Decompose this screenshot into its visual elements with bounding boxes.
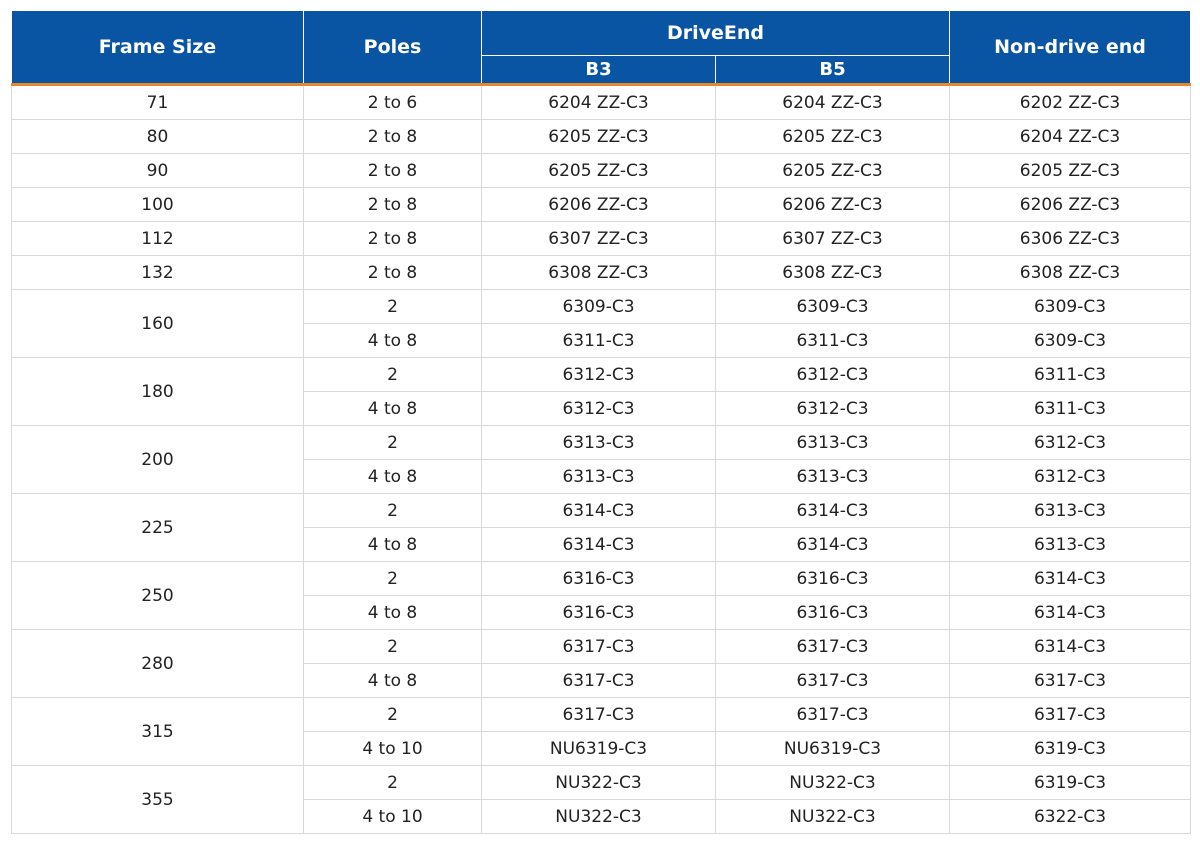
table-row xyxy=(12,222,1191,256)
cell-non-drive-end: 6311-C3 xyxy=(950,392,1191,426)
cell-poles: 2 xyxy=(304,562,482,596)
cell-poles: 2 xyxy=(304,630,482,664)
cell-b5: 6307 ZZ-C3 xyxy=(716,222,950,256)
cell-b3: 6314-C3 xyxy=(482,528,716,562)
cell-b5: 6317-C3 xyxy=(716,698,950,732)
cell-non-drive-end: 6322-C3 xyxy=(950,800,1191,834)
cell-b3: 6312-C3 xyxy=(482,392,716,426)
cell-frame-size: 100 xyxy=(12,188,304,222)
cell-frame-size: 315 xyxy=(12,698,304,766)
cell-b5: 6313-C3 xyxy=(716,460,950,494)
cell-b3: 6312-C3 xyxy=(482,358,716,392)
table-body xyxy=(12,85,1191,834)
cell-b3: 6317-C3 xyxy=(482,664,716,698)
cell-b3: 6205 ZZ-C3 xyxy=(482,120,716,154)
cell-b5: 6317-C3 xyxy=(716,664,950,698)
cell-b5: 6314-C3 xyxy=(716,528,950,562)
cell-b5: 6204 ZZ-C3 xyxy=(716,85,950,120)
cell-poles: 4 to 8 xyxy=(304,460,482,494)
cell-b3: 6204 ZZ-C3 xyxy=(482,85,716,120)
cell-poles: 4 to 10 xyxy=(304,732,482,766)
cell-b3: 6316-C3 xyxy=(482,596,716,630)
cell-frame-size: 180 xyxy=(12,358,304,426)
cell-b3: 6317-C3 xyxy=(482,698,716,732)
cell-poles: 4 to 8 xyxy=(304,528,482,562)
cell-b3: 6307 ZZ-C3 xyxy=(482,222,716,256)
cell-b5: 6314-C3 xyxy=(716,494,950,528)
cell-non-drive-end: 6204 ZZ-C3 xyxy=(950,120,1191,154)
cell-b5: 6311-C3 xyxy=(716,324,950,358)
table-row xyxy=(12,494,1191,528)
table-row xyxy=(12,256,1191,290)
cell-b5: 6316-C3 xyxy=(716,562,950,596)
cell-frame-size: 280 xyxy=(12,630,304,698)
table-row xyxy=(12,766,1191,800)
cell-non-drive-end: 6313-C3 xyxy=(950,528,1191,562)
cell-b5: 6317-C3 xyxy=(716,630,950,664)
table-row xyxy=(12,562,1191,596)
cell-non-drive-end: 6311-C3 xyxy=(950,358,1191,392)
cell-frame-size: 160 xyxy=(12,290,304,358)
cell-b3: 6313-C3 xyxy=(482,460,716,494)
cell-non-drive-end: 6314-C3 xyxy=(950,562,1191,596)
cell-b5: 6308 ZZ-C3 xyxy=(716,256,950,290)
cell-non-drive-end: 6317-C3 xyxy=(950,698,1191,732)
cell-non-drive-end: 6313-C3 xyxy=(950,494,1191,528)
cell-b3: 6309-C3 xyxy=(482,290,716,324)
cell-b5: NU322-C3 xyxy=(716,800,950,834)
table-row xyxy=(12,154,1191,188)
cell-non-drive-end: 6309-C3 xyxy=(950,324,1191,358)
cell-b5: 6206 ZZ-C3 xyxy=(716,188,950,222)
cell-frame-size: 112 xyxy=(12,222,304,256)
cell-poles: 2 xyxy=(304,494,482,528)
bearing-table-container xyxy=(11,10,1190,834)
cell-frame-size: 200 xyxy=(12,426,304,494)
cell-b5: 6312-C3 xyxy=(716,392,950,426)
cell-non-drive-end: 6317-C3 xyxy=(950,664,1191,698)
cell-poles: 2 xyxy=(304,766,482,800)
cell-poles: 2 xyxy=(304,698,482,732)
cell-b3: 6316-C3 xyxy=(482,562,716,596)
cell-b5: 6316-C3 xyxy=(716,596,950,630)
cell-poles: 2 to 8 xyxy=(304,222,482,256)
cell-non-drive-end: 6312-C3 xyxy=(950,460,1191,494)
table-row xyxy=(12,188,1191,222)
table-row xyxy=(12,426,1191,460)
cell-non-drive-end: 6309-C3 xyxy=(950,290,1191,324)
header-non-drive-end: Non-drive end xyxy=(950,11,1191,85)
bearing-table xyxy=(11,10,1191,834)
cell-b3: 6314-C3 xyxy=(482,494,716,528)
cell-b3: 6313-C3 xyxy=(482,426,716,460)
cell-b3: NU6319-C3 xyxy=(482,732,716,766)
table-row xyxy=(12,85,1191,120)
cell-b3: 6205 ZZ-C3 xyxy=(482,154,716,188)
cell-non-drive-end: 6314-C3 xyxy=(950,630,1191,664)
table-row xyxy=(12,358,1191,392)
cell-poles: 4 to 8 xyxy=(304,392,482,426)
cell-poles: 4 to 8 xyxy=(304,596,482,630)
cell-b3: 6311-C3 xyxy=(482,324,716,358)
cell-b3: 6308 ZZ-C3 xyxy=(482,256,716,290)
cell-b5: 6205 ZZ-C3 xyxy=(716,120,950,154)
cell-frame-size: 355 xyxy=(12,766,304,834)
cell-frame-size: 132 xyxy=(12,256,304,290)
cell-poles: 2 to 8 xyxy=(304,256,482,290)
cell-b3: 6317-C3 xyxy=(482,630,716,664)
cell-non-drive-end: 6319-C3 xyxy=(950,766,1191,800)
cell-b5: 6309-C3 xyxy=(716,290,950,324)
cell-non-drive-end: 6312-C3 xyxy=(950,426,1191,460)
cell-b5: 6312-C3 xyxy=(716,358,950,392)
header-frame-size: Frame Size xyxy=(12,11,304,85)
header-poles: Poles xyxy=(304,11,482,85)
header-b5: B5 xyxy=(716,56,950,85)
cell-b5: 6205 ZZ-C3 xyxy=(716,154,950,188)
table-row xyxy=(12,290,1191,324)
table-row xyxy=(12,698,1191,732)
cell-b5: NU6319-C3 xyxy=(716,732,950,766)
cell-b3: NU322-C3 xyxy=(482,766,716,800)
cell-poles: 2 to 8 xyxy=(304,154,482,188)
cell-non-drive-end: 6202 ZZ-C3 xyxy=(950,85,1191,120)
cell-poles: 4 to 8 xyxy=(304,664,482,698)
cell-frame-size: 225 xyxy=(12,494,304,562)
cell-poles: 2 xyxy=(304,290,482,324)
cell-non-drive-end: 6206 ZZ-C3 xyxy=(950,188,1191,222)
header-b3: B3 xyxy=(482,56,716,85)
cell-frame-size: 250 xyxy=(12,562,304,630)
cell-non-drive-end: 6205 ZZ-C3 xyxy=(950,154,1191,188)
cell-poles: 2 to 6 xyxy=(304,85,482,120)
table-row xyxy=(12,630,1191,664)
cell-frame-size: 90 xyxy=(12,154,304,188)
cell-poles: 2 xyxy=(304,358,482,392)
cell-frame-size: 80 xyxy=(12,120,304,154)
cell-frame-size: 71 xyxy=(12,85,304,120)
cell-non-drive-end: 6319-C3 xyxy=(950,732,1191,766)
header-drive-end: DriveEnd xyxy=(482,11,950,56)
cell-poles: 4 to 8 xyxy=(304,324,482,358)
cell-poles: 2 to 8 xyxy=(304,188,482,222)
cell-b5: 6313-C3 xyxy=(716,426,950,460)
cell-poles: 4 to 10 xyxy=(304,800,482,834)
cell-b3: NU322-C3 xyxy=(482,800,716,834)
cell-b3: 6206 ZZ-C3 xyxy=(482,188,716,222)
table-row xyxy=(12,120,1191,154)
cell-poles: 2 to 8 xyxy=(304,120,482,154)
cell-non-drive-end: 6308 ZZ-C3 xyxy=(950,256,1191,290)
cell-non-drive-end: 6314-C3 xyxy=(950,596,1191,630)
table-header xyxy=(12,11,1191,85)
cell-b5: NU322-C3 xyxy=(716,766,950,800)
cell-poles: 2 xyxy=(304,426,482,460)
cell-non-drive-end: 6306 ZZ-C3 xyxy=(950,222,1191,256)
